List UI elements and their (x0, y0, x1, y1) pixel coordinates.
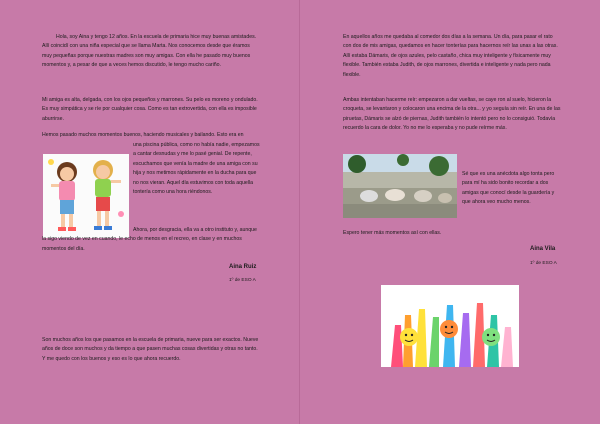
left-paragraph-2: Mi amiga es alta, delgada, con los ojos pequeños y marrones. Su pelo es moreno y ondulado. Es muy simpática y se ríe por cualquier cosa. Como es tan extrovertida, con ella es imposible aburrirse. (42, 97, 258, 122)
right-paragraph-2: Ambas intentaban hacerme reír: empezaron a dar vueltas, se caye ron al suelo, hicieron la croqueta, se levantaron y colocaron una encima de la otra... y yo seguía sin reír. En una de las piruetas, Dámaris se alzó de piernas, Judith también lo intentó pero no lo consiguió. Todavía recuerdo la cara de dolor. Yo no me lo esperaba y no pude reírme más. (343, 97, 561, 132)
left-paragraph-3: una piscina pública, como no había nadie, empezamos a cantar desnudas y me lo pasé genial. De repente, escuchamos que venía la madre de una amiga con su hija y nos metimos rápidamente en la ducha para que no nos vieran. Aquel día estuvimos con toda aquella tontería como una hora riéndonos. (133, 142, 260, 196)
kids-exercising-photo (343, 154, 457, 218)
right-paragraph-1: En aquellos años me quedaba al comedor dos días a la semana. Un día, para pasar el rato con dos de mis amigas, quedamos en hacer tonterías para hacernos reír las unas a las otras. Allí estaba Dámaris, de ojos azules, pelo castaño, chica muy inteligente y físicamente muy flexible. También estaba Judith, de ojos marrones, divertida e inteligente y nada pero nada flexible. (343, 34, 558, 78)
right-course: 1º de ESO A (530, 261, 557, 266)
right-paragraph-4: Espero tener más momentos así con ellas. (343, 230, 442, 236)
left-paragraph-5: Son muchos años los que pasamos en la escuela de primaria, nueve para ser exactos. Nueve años de doce son muchos y da tiempo a que pasen muchas cosas divertidas y otras no tanto. Y me quedo con los buenos y eso es lo que ahora recuerdo. (42, 337, 259, 362)
left-signature: Aina Ruiz (229, 264, 257, 270)
right-page (300, 0, 600, 424)
painted-hands-image (381, 285, 519, 367)
left-paragraph-4: Ahora, por desgracia, ella va a otro instituto y, aunque la sigo viendo de vez en cuando, le echo de menos en el recreo, en clase y en muchos momentos del día. (42, 227, 257, 252)
left-paragraph-1: Hola, soy Aina y tengo 12 años. En la escuela de primaria hice muy buenas amistades. Allí coincidí con una niña especial que se llama Marta. Nos conocemos desde que éramos muy pequeñas porque nuestras madres son muy amigas. Con ella he pasado muy buenos momentos y, a pesar de que a veces hemos discutido, le tengo mucho cariño. (42, 34, 257, 69)
right-signature: Aina Vila (530, 246, 556, 252)
left-course: 1º de ESO A (229, 278, 256, 283)
left-paragraph-3-intro: Hemos pasado muchos momentos buenos, haciendo musicales y bailando. Esto era en (42, 132, 244, 138)
right-paragraph-3: Sé que es una anécdota algo tonta pero para mí ha sido bonito recordar a dos amigas que conocí desde la guardería y que ahora veo mucho menos. (462, 171, 555, 206)
